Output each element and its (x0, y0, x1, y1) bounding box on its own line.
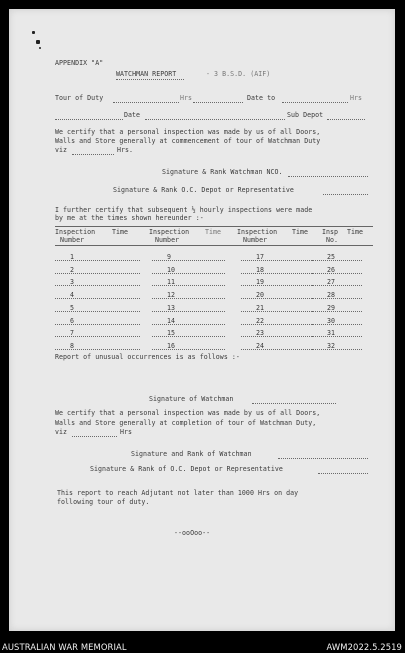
inspection-number-cell: 25 (327, 253, 335, 261)
inspection-time-field[interactable] (152, 336, 225, 337)
punch-hole-1 (32, 31, 35, 34)
inspection-time-field[interactable] (312, 298, 362, 299)
date-field-2[interactable] (145, 119, 285, 120)
inspection-number-cell: 16 (167, 341, 175, 350)
inspection-number-cell: 26 (327, 265, 335, 274)
inspection-time-field[interactable] (55, 298, 140, 299)
inspection-number-cell: 22 (256, 316, 264, 325)
signature-oc-depot: Signature & Rank of O.C. Depot or Representative (90, 465, 283, 473)
signature-of-watchman: Signature of Watchman (149, 395, 234, 403)
inspection-time-field[interactable] (241, 349, 314, 350)
date-field[interactable] (55, 119, 123, 120)
inspection-time-field[interactable] (312, 324, 362, 325)
inspection-number-cell: 2 (70, 265, 74, 274)
sub-depot-field[interactable] (327, 119, 365, 120)
report-title: WATCHMAN REPORT (116, 70, 177, 78)
table-header-rule (55, 245, 373, 246)
title-underline (116, 79, 184, 80)
report-title-suffix: - 3 B.S.D. (AIF) (206, 70, 271, 78)
signature-oc-depot-line[interactable] (318, 473, 368, 474)
inspection-time-field[interactable] (55, 260, 140, 261)
inspection-number-cell: 20 (256, 291, 264, 300)
certify2-line-2: Walls and Store generally at completion of tour of Watchman Duty, (55, 419, 317, 427)
inspection-number-cell: 1 (70, 253, 74, 261)
certify2-line-3-hrs: Hrs (120, 428, 133, 436)
punch-hole-3 (39, 47, 41, 49)
inspection-time-field[interactable] (152, 349, 225, 350)
inspection-number-cell: 28 (327, 291, 335, 300)
inspection-number-cell: 30 (327, 316, 335, 325)
signature-depot-rep: Signature & Rank O.C. Depot or Representative (113, 186, 294, 194)
signature-rank-watchman: Signature and Rank of Watchman (131, 450, 252, 458)
col2-header-2: Number (155, 236, 180, 244)
hrs-label-1: Hrs (180, 94, 193, 102)
col3-time-header: Time (292, 228, 309, 236)
certify2-line-1: We certify that a personal inspection was made by us of all Doors, (55, 409, 321, 417)
col1-header-2: Number (60, 236, 85, 244)
inspection-time-field[interactable] (152, 298, 225, 299)
col4-header-1: Insp (322, 228, 339, 236)
inspection-number-cell: 31 (327, 329, 335, 338)
signature-rank-watchman-line[interactable] (278, 458, 368, 459)
inspection-number-cell: 23 (256, 329, 264, 338)
inspection-number-cell: 5 (70, 303, 74, 312)
inspection-time-field[interactable] (55, 311, 140, 312)
inspection-time-field[interactable] (241, 336, 314, 337)
adjutant-line-2: following tour of duty. (57, 498, 150, 506)
col4-time-header: Time (347, 228, 364, 236)
signature-watchman-nco: Signature & Rank Watchman NCO. (162, 168, 283, 176)
tour-of-duty-field[interactable] (113, 102, 179, 103)
col2-header-1: Inspection (149, 228, 190, 236)
inspection-number-cell: 29 (327, 303, 335, 312)
punch-hole-2 (36, 40, 40, 44)
hrs-label-2: Hrs (350, 94, 363, 102)
table-top-rule (55, 226, 373, 227)
inspection-time-field[interactable] (152, 273, 225, 274)
inspection-time-field[interactable] (152, 324, 225, 325)
inspection-number-cell: 24 (256, 341, 264, 350)
date-label: Date (124, 111, 141, 119)
hrs-field-1[interactable] (193, 102, 243, 103)
inspection-time-field[interactable] (55, 285, 140, 286)
certify2-line-3-viz: viz (55, 428, 68, 436)
inspection-time-field[interactable] (55, 324, 140, 325)
inspection-time-field[interactable] (55, 336, 140, 337)
signature-of-watchman-line[interactable] (252, 403, 336, 404)
inspection-number-cell: 11 (167, 278, 175, 287)
appendix-label: APPENDIX "A" (55, 59, 104, 67)
inspection-number-cell: 17 (256, 253, 264, 261)
unusual-occurrences-label: Report of unusual occurrences is as follows :- (55, 353, 240, 361)
adjutant-line-1: This report to reach Adjutant not later than 1000 Hrs on day (57, 489, 299, 497)
inspection-time-field[interactable] (241, 285, 314, 286)
inspection-time-field[interactable] (312, 349, 362, 350)
inspection-number-cell: 6 (70, 316, 74, 325)
inspection-time-field[interactable] (55, 273, 140, 274)
certify-line-3-viz: viz (55, 146, 68, 154)
inspection-time-field[interactable] (312, 285, 362, 286)
inspection-time-field[interactable] (241, 311, 314, 312)
certify-line-1: We certify that a personal inspection was made by us of all Doors, (55, 128, 321, 136)
inspection-number-cell: 12 (167, 291, 175, 300)
sub-depot-label: Sub Depot (287, 111, 324, 119)
col3-header-2: Number (243, 236, 268, 244)
caption-accession: AWM2022.5.2519 (326, 642, 402, 652)
date-to-label: Date to (247, 94, 276, 102)
inspection-number-cell: 10 (167, 265, 175, 274)
col3-header-1: Inspection (237, 228, 278, 236)
inspection-number-cell: 7 (70, 329, 74, 338)
col4-header-2: No. (326, 236, 339, 244)
inspection-number-cell: 32 (327, 341, 335, 350)
inspection-number-cell: 19 (256, 278, 264, 287)
tour-of-duty-label: Tour of Duty (55, 94, 104, 102)
inspection-number-cell: 9 (167, 253, 171, 261)
inspection-time-field[interactable] (152, 311, 225, 312)
signature-watchman-nco-line[interactable] (288, 176, 368, 177)
inspection-time-field[interactable] (312, 273, 362, 274)
caption-institution: AUSTRALIAN WAR MEMORIAL (2, 642, 127, 652)
signature-depot-rep-line[interactable] (323, 194, 368, 195)
inspection-number-cell: 13 (167, 303, 175, 312)
col2-time-header: Time (205, 228, 222, 236)
inspection-time-field[interactable] (152, 285, 225, 286)
certify-line-3-hrs: Hrs. (117, 146, 134, 154)
inspection-time-field[interactable] (241, 324, 314, 325)
inspection-number-cell: 18 (256, 265, 264, 274)
certify-hrs-field[interactable] (72, 154, 114, 155)
inspection-time-field[interactable] (55, 349, 140, 350)
further-line-1: I further certify that subsequent ½ hourly inspections were made (55, 206, 313, 214)
inspection-number-cell: 8 (70, 341, 74, 350)
inspection-time-field[interactable] (312, 260, 362, 261)
inspection-time-field[interactable] (312, 336, 362, 337)
inspection-time-field[interactable] (241, 298, 314, 299)
inspection-number-cell: 3 (70, 278, 74, 287)
inspection-number-cell: 15 (167, 329, 175, 338)
date-to-field[interactable] (282, 102, 348, 103)
inspection-time-field[interactable] (241, 273, 314, 274)
inspection-number-cell: 27 (327, 278, 335, 287)
inspection-number-cell: 14 (167, 316, 175, 325)
inspection-time-field[interactable] (312, 311, 362, 312)
inspection-time-field[interactable] (152, 260, 225, 261)
end-marker: --ooOoo-- (174, 529, 211, 537)
inspection-time-field[interactable] (241, 260, 314, 261)
col1-header-1: Inspection (55, 228, 96, 236)
certify2-hrs-field[interactable] (72, 436, 117, 437)
inspection-number-cell: 4 (70, 291, 74, 300)
col1-time-header: Time (112, 228, 129, 236)
certify-line-2: Walls and Store generally at commencement of tour of Watchman Duty (55, 137, 321, 145)
inspection-number-cell: 21 (256, 303, 264, 312)
further-line-2: by me at the times shown hereunder :- (55, 214, 204, 222)
